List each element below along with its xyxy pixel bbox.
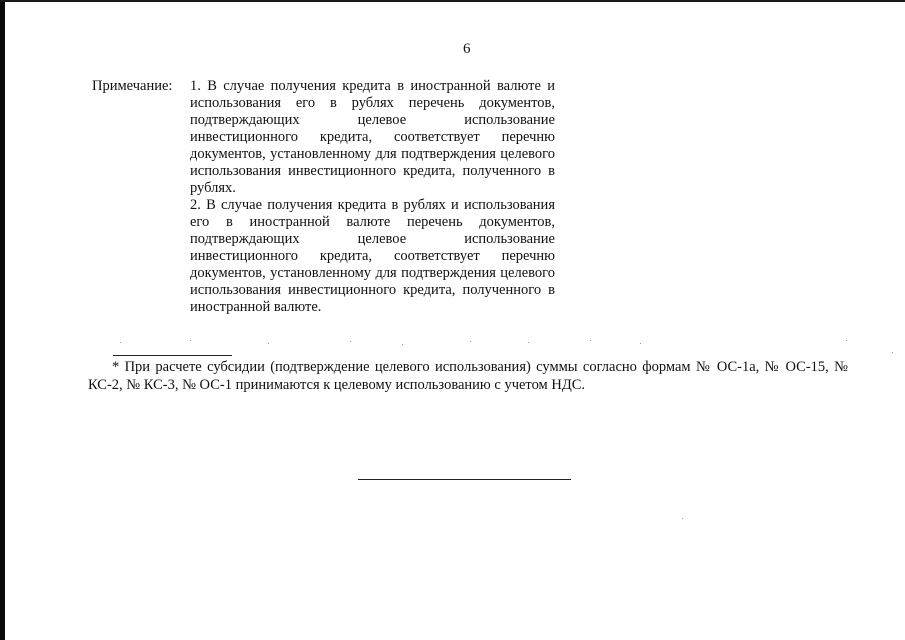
- note-item-2: 2. В случае получения кредита в рублях и использования его в иностранной валюте перечень документов, подтверждающих целевое использование инвестиционного кредита, соответствует перечню документов, установленному для подтверждения целевого использования инвестиционного кредита, полученного в иностранной валюте.: [190, 197, 555, 315]
- scan-speck: [268, 343, 269, 344]
- scan-speck: [590, 340, 591, 341]
- scan-speck: [470, 341, 471, 342]
- scan-speck: [846, 340, 847, 341]
- scan-speck: [892, 352, 893, 353]
- footnote-separator: [113, 355, 232, 356]
- note-body: [190, 78, 555, 316]
- scan-speck: [190, 340, 191, 341]
- scan-speck: [528, 342, 529, 343]
- scan-speck: [350, 341, 351, 342]
- page-number: 6: [463, 41, 471, 57]
- scan-border-left: [0, 0, 5, 640]
- scan-speck: [402, 344, 403, 345]
- scan-speck: [120, 342, 121, 343]
- scan-speck: [682, 518, 683, 519]
- document-end-rule: [358, 479, 571, 480]
- scan-border-top: [0, 0, 905, 2]
- footnote: * При расчете субсидии (подтверждение целевого использования) суммы согласно формам № ОС-1а, № ОС-15, № КС-2, № КС-3, № ОС-1 принимаются к целевому использованию с учетом НДС.: [88, 359, 848, 393]
- note-item-1: 1. В случае получения кредита в иностранной валюте и использования его в рублях перечень документов, подтверждающих целевое использование инвестиционного кредита, соответствует перечню документов, установленному для подтверждения целевого использования инвестиционного кредита, полученного в рублях.: [190, 78, 555, 196]
- note-label: Примечание:: [92, 78, 173, 94]
- scan-speck: [640, 343, 641, 344]
